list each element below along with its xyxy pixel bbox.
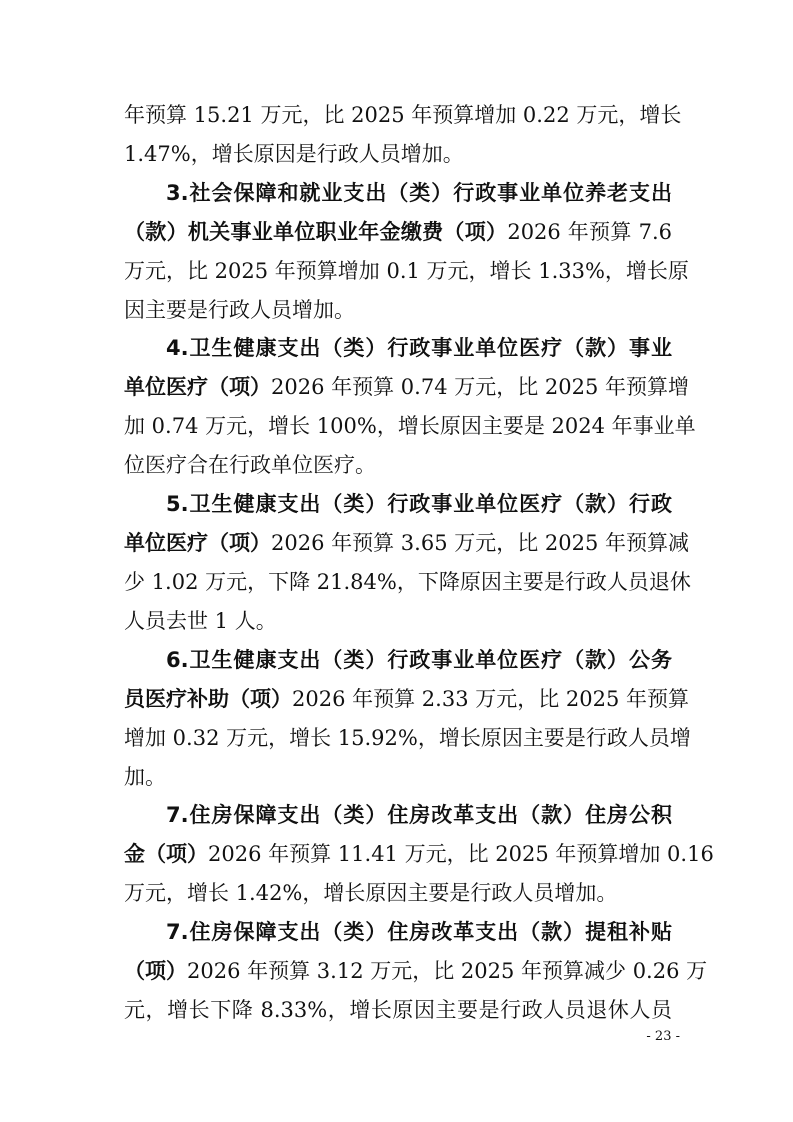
text-line: 1.47%，增长原因是行政人员增加。 bbox=[124, 141, 464, 166]
text-line: （项）2026 年预算 3.12 万元，比 2025 年预算减少 0.26 万 bbox=[124, 959, 708, 984]
item-heading-line: 6.卫生健康支出（类）行政事业单位医疗（款）公务 bbox=[166, 647, 672, 672]
item-heading-line: 7.住房保障支出（类）住房改革支出（款）住房公积 bbox=[166, 803, 672, 828]
text-line: 单位医疗（项）2026 年预算 3.65 万元，比 2025 年预算减 bbox=[124, 531, 690, 556]
text-line: 人员去世 1 人。 bbox=[124, 608, 277, 633]
text-line: 员医疗补助（项）2026 年预算 2.33 万元，比 2025 年预算 bbox=[124, 686, 690, 711]
item-heading-line: 5.卫生健康支出（类）行政事业单位医疗（款）行政 bbox=[166, 492, 672, 517]
text-line: 加。 bbox=[124, 764, 166, 789]
text-line: 万元，增长 1.42%，增长原因主要是行政人员增加。 bbox=[124, 881, 618, 906]
text-line: 元，增长下降 8.33%，增长原因主要是行政人员退休人员 bbox=[124, 998, 672, 1023]
text-line: 位医疗合在行政单位医疗。 bbox=[124, 453, 376, 478]
text-line: 金（项）2026 年预算 11.41 万元，比 2025 年预算增加 0.16 bbox=[124, 842, 714, 867]
text-line: 万元，比 2025 年预算增加 0.1 万元，增长 1.33%，增长原 bbox=[124, 258, 689, 283]
text-line: （款）机关事业单位职业年金缴费（项）2026 年预算 7.6 bbox=[124, 219, 672, 244]
text-line: 增加 0.32 万元，增长 15.92%，增长原因主要是行政人员增 bbox=[124, 725, 691, 750]
item-heading-line: 7.住房保障支出（类）住房改革支出（款）提租补贴 bbox=[166, 920, 672, 945]
text-line: 加 0.74 万元，增长 100%，增长原因主要是 2024 年事业单 bbox=[124, 414, 696, 439]
text-line: 单位医疗（项）2026 年预算 0.74 万元，比 2025 年预算增 bbox=[124, 375, 690, 400]
text-line: 年预算 15.21 万元，比 2025 年预算增加 0.22 万元，增长 bbox=[124, 103, 682, 127]
item-heading-line: 4.卫生健康支出（类）行政事业单位医疗（款）事业 bbox=[166, 336, 672, 361]
text-line: 少 1.02 万元，下降 21.84%，下降原因主要是行政人员退休 bbox=[124, 569, 691, 594]
text-line: 因主要是行政人员增加。 bbox=[124, 297, 355, 322]
page-number: - 23 - bbox=[646, 1029, 680, 1044]
item-heading-line: 3.社会保障和就业支出（类）行政事业单位养老支出 bbox=[166, 180, 672, 205]
